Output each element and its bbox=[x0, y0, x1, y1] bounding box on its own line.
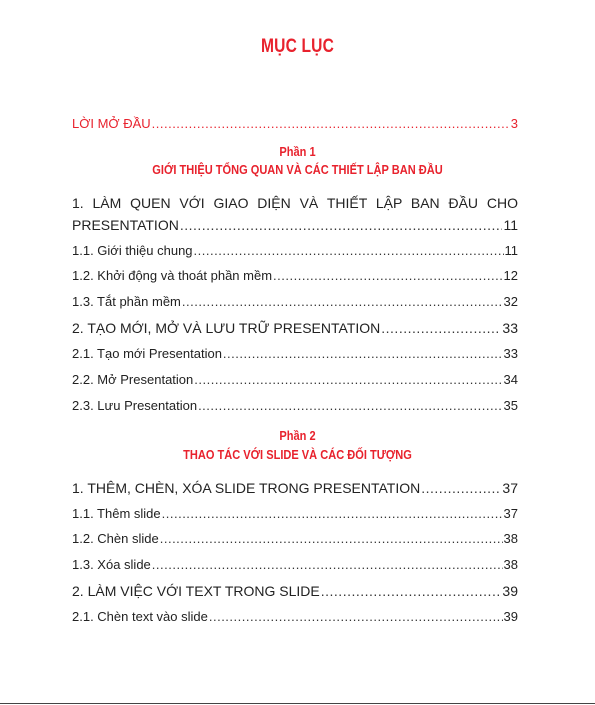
toc-entry-page: 37 bbox=[503, 506, 518, 521]
dot-leader bbox=[152, 116, 510, 132]
dot-leader bbox=[209, 609, 503, 625]
toc-entry-label: 1.1. Thêm slide bbox=[72, 506, 161, 521]
toc-entry-page: 3 bbox=[510, 116, 518, 131]
dot-leader bbox=[194, 243, 504, 259]
toc-entry-label: 2. TẠO MỚI, MỞ VÀ LƯU TRỮ PRESENTATION bbox=[72, 320, 381, 336]
toc-entry-chapter-1[interactable] bbox=[72, 195, 518, 211]
toc-entry-chapter-2[interactable] bbox=[72, 583, 518, 599]
dot-leader bbox=[223, 346, 503, 362]
part-title: THAO TÁC VỚI SLIDE VÀ CÁC ĐỐI TƯỢNG bbox=[183, 447, 412, 462]
toc-entry[interactable] bbox=[72, 268, 518, 284]
toc-entry-label: 1.2. Chèn slide bbox=[72, 531, 159, 546]
part-title: GIỚI THIỆU TỔNG QUAN VÀ CÁC THIẾT LẬP BAN ĐẦU bbox=[152, 162, 443, 177]
toc-entry[interactable] bbox=[72, 531, 518, 547]
toc-entry-page: 32 bbox=[503, 294, 518, 309]
part-number: Phần 1 bbox=[279, 144, 316, 159]
toc-entry-page: 33 bbox=[502, 320, 518, 336]
dot-leader bbox=[180, 217, 503, 233]
toc-entry-page: 35 bbox=[503, 398, 518, 413]
toc-entry-label: 1.1. Giới thiệu chung bbox=[72, 243, 193, 258]
toc-entry[interactable] bbox=[72, 294, 518, 310]
toc-entry-page: 39 bbox=[502, 583, 518, 599]
dot-leader bbox=[273, 268, 502, 284]
toc-entry-label: 2. LÀM VIỆC VỚI TEXT TRONG SLIDE bbox=[72, 583, 320, 599]
dot-leader bbox=[160, 531, 503, 547]
toc-entry-label: 2.3. Lưu Presentation bbox=[72, 398, 198, 413]
dot-leader bbox=[162, 506, 503, 522]
toc-entry-label: 1.3. Tắt phần mềm bbox=[72, 294, 181, 309]
toc-entry[interactable] bbox=[72, 609, 518, 625]
dot-leader bbox=[194, 372, 502, 388]
dot-leader bbox=[321, 583, 502, 599]
toc-entry-page: 11 bbox=[504, 243, 518, 258]
dot-leader bbox=[182, 294, 503, 310]
part-number: Phần 2 bbox=[279, 428, 316, 443]
toc-entry-label: 2.1. Tạo mới Presentation bbox=[72, 346, 222, 361]
toc-entry-page: 12 bbox=[503, 268, 518, 283]
page-title: MỤC LỤC bbox=[261, 36, 334, 57]
toc-entry-chapter-2[interactable] bbox=[72, 320, 518, 336]
toc-entry-label: 1. THÊM, CHÈN, XÓA SLIDE TRONG PRESENTATION bbox=[72, 480, 421, 496]
toc-entry-page: 11 bbox=[503, 217, 518, 233]
toc-entry-page: 37 bbox=[502, 480, 518, 496]
toc-entry[interactable] bbox=[72, 243, 518, 259]
toc-entry[interactable] bbox=[72, 398, 518, 414]
toc-entry-page: 33 bbox=[503, 346, 518, 361]
toc-entry-page: 38 bbox=[503, 531, 518, 546]
toc-entry-label: 1. LÀM QUEN VỚI GIAO DIỆN VÀ THIẾT LẬP BAN ĐẦU CHO bbox=[72, 195, 518, 211]
toc-entry-label: 2.1. Chèn text vào slide bbox=[72, 609, 208, 624]
toc-entry[interactable] bbox=[72, 506, 518, 522]
toc-entry-label: 2.2. Mở Presentation bbox=[72, 372, 194, 387]
page-bottom-divider bbox=[0, 703, 595, 704]
toc-entry-page: 34 bbox=[503, 372, 518, 387]
dot-leader bbox=[421, 480, 501, 496]
toc-entry[interactable] bbox=[72, 346, 518, 362]
toc-entry[interactable] bbox=[72, 557, 518, 573]
toc-entry[interactable] bbox=[72, 372, 518, 388]
toc-entry-page: 39 bbox=[503, 609, 518, 624]
dot-leader bbox=[152, 557, 503, 573]
toc-entry-label: LỜI MỞ ĐẦU bbox=[72, 116, 151, 131]
toc-entry-chapter-1[interactable] bbox=[72, 480, 518, 496]
toc-entry-page: 38 bbox=[503, 557, 518, 572]
toc-entry-intro[interactable] bbox=[72, 116, 518, 132]
toc-entry-label: 1.3. Xóa slide bbox=[72, 557, 151, 572]
toc-entry-chapter-1-cont[interactable] bbox=[72, 217, 518, 233]
toc-entry-label: 1.2. Khởi động và thoát phần mềm bbox=[72, 268, 273, 283]
toc-entry-label: PRESENTATION bbox=[72, 217, 179, 233]
dot-leader bbox=[381, 320, 501, 336]
dot-leader bbox=[198, 398, 502, 414]
